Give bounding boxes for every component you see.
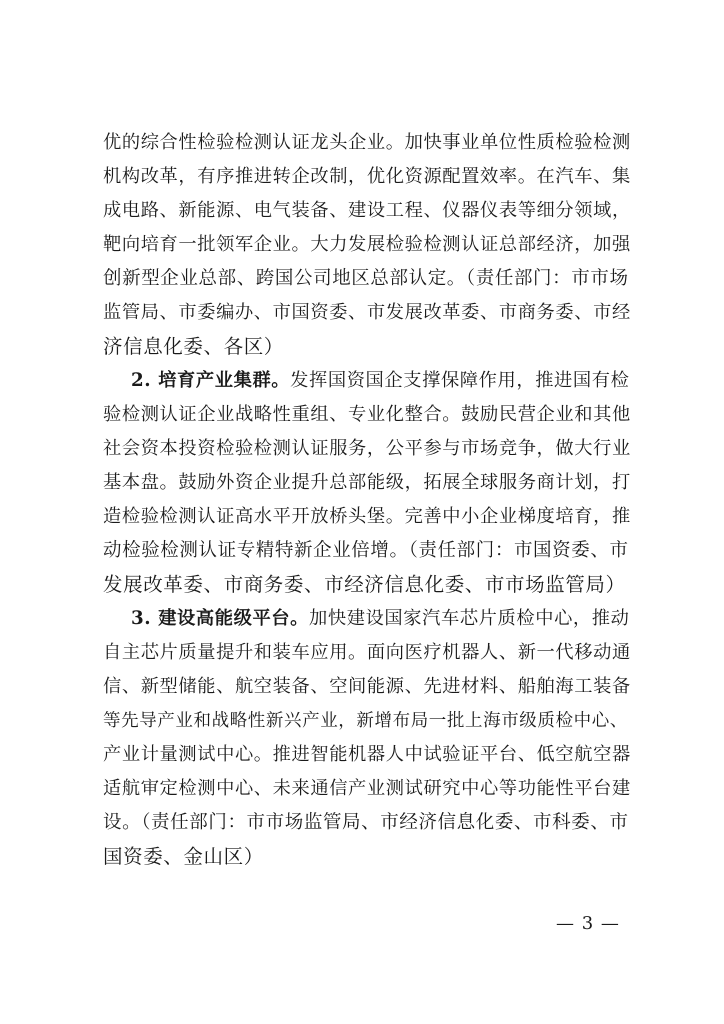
paragraph-line: 济信息化委、各区）: [103, 335, 284, 358]
paragraph-line: 验检测认证企业战略性重组、专业化整合。鼓励民营企业和其他: [103, 404, 631, 425]
paragraph-line: 发展改革委、市商务委、市经济信息化委、市市场监管局）: [103, 573, 626, 596]
paragraph-line: 动检验检测认证专精特新企业倍增。（责任部门：市国资委、市: [103, 540, 629, 561]
paragraph-line: 成电路、新能源、电气装备、建设工程、仪器仪表等细分领域，: [103, 200, 631, 221]
paragraph-line: 设。（责任部门：市市场监管局、市经济信息化委、市科委、市: [103, 812, 629, 833]
page-number: — 3 —: [556, 913, 620, 934]
paragraph-line: 信、新型储能、航空装备、空间能源、先进材料、船舶海工装备: [103, 676, 631, 697]
paragraph-line: 社会资本投资检验检测认证服务，公平参与市场竞争，做大行业: [103, 438, 631, 459]
paragraph-line: 等先导产业和战略性新兴产业，新增布局一批上海市级质检中心、: [103, 711, 628, 731]
paragraph-line: 监管局、市委编办、市国资委、市发展改革委、市商务委、市经: [103, 302, 631, 323]
paragraph-first-line: [131, 369, 633, 393]
section-heading: 2. 培育产业集群。: [131, 370, 291, 391]
paragraph-first-line: [131, 607, 633, 631]
paragraph-line: 自主芯片质量提升和装车应用。面向医疗机器人、新一代移动通: [103, 642, 631, 663]
paragraph-line: 基本盘。鼓励外资企业提升总部能级，拓展全球服务商计划，打: [103, 472, 631, 493]
paragraph-line: 国资委、金山区）: [103, 845, 264, 868]
section-heading: 3. 建设高能级平台。: [131, 608, 310, 629]
paragraph-line: 造检验检测认证高水平开放桥头堡。完善中小企业梯度培育，推: [103, 506, 631, 527]
paragraph-line-text: 加快建设国家汽车芯片质检中心，推动: [309, 608, 630, 629]
paragraph-line: 靶向培育一批领军企业。大力发展检验检测认证总部经济，加强: [103, 234, 631, 255]
paragraph-line: 创新型企业总部、跨国公司地区总部认定。（责任部门：市市场: [103, 268, 629, 289]
paragraph-line-text: 发挥国资国企支撑保障作用，推进国有检: [290, 370, 630, 391]
paragraph-line: 机构改革，有序推进转企改制，优化资源配置效率。在汽车、集: [103, 166, 631, 187]
paragraph-line: 适航审定检测中心、未来通信产业测试研究中心等功能性平台建: [103, 778, 631, 799]
paragraph-line: 产业计量测试中心。推进智能机器人中试验证平台、低空航空器: [103, 744, 631, 765]
paragraph-line: 优的综合性检验检测认证龙头企业。加快事业单位性质检验检测: [103, 132, 631, 153]
